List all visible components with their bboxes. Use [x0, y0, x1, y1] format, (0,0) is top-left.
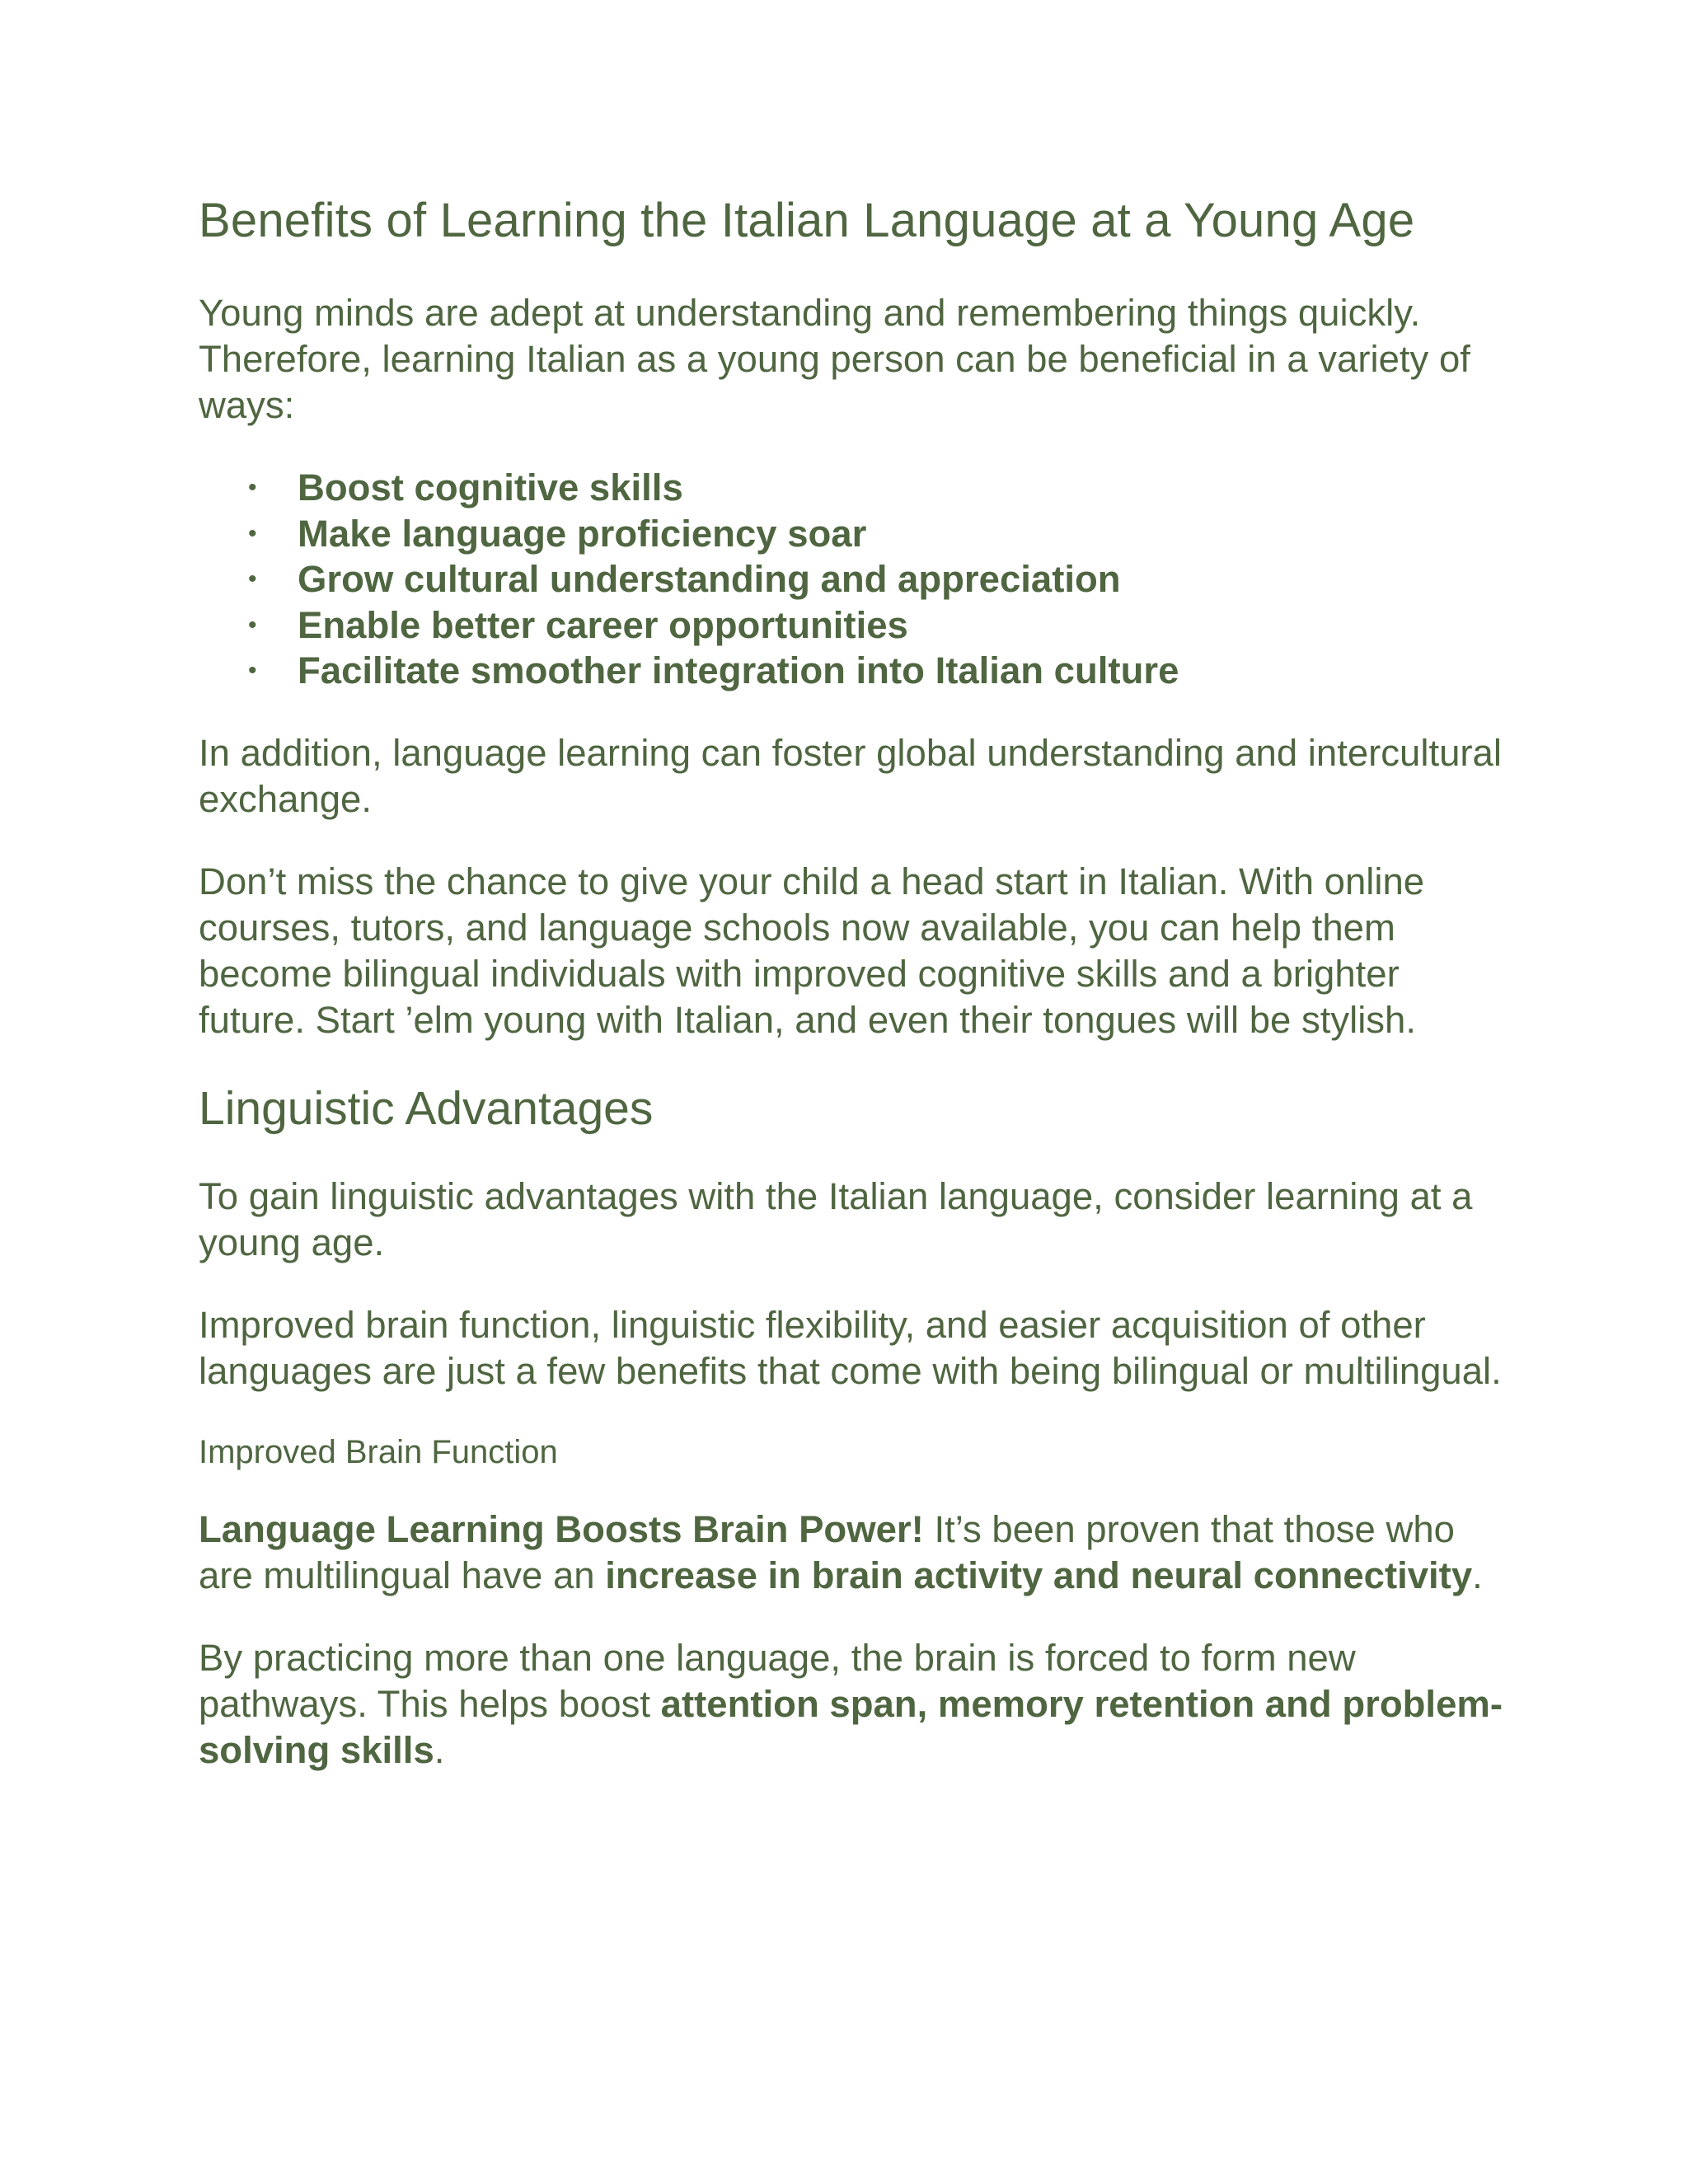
bullet-icon: • — [248, 657, 257, 684]
list-item: • Make language proficiency soar — [298, 511, 1509, 557]
bullet-icon: • — [248, 519, 257, 547]
sub-heading: Improved Brain Function — [199, 1433, 558, 1470]
improved-paragraph: Improved brain function, linguistic flexibility, and easier acquisition of other languages are just a few benefits that come with being bilingual or multilingual. — [199, 1303, 1502, 1392]
list-item: • Boost cognitive skills — [298, 465, 1509, 511]
benefits-list — [199, 465, 1509, 694]
bullet-icon: • — [248, 611, 257, 639]
bold-lead: Language Learning Boosts Brain Power! — [199, 1507, 924, 1550]
bullet-icon: • — [248, 565, 257, 593]
practice-paragraph: By practicing more than one language, the brain is forced to form new pathways. This helps boost attention span, memory retention and problem-solving skills. — [199, 1636, 1503, 1771]
document-page — [199, 191, 1509, 1810]
section-heading: Linguistic Advantages — [199, 1081, 654, 1135]
brain-power-paragraph: Language Learning Boosts Brain Power! It’s been proven that those who are multilingual have an increase in brain activity and neural connectivity. — [199, 1507, 1483, 1596]
list-item: • Grow cultural understanding and appreciation — [298, 556, 1509, 602]
bold-phrase: attention span, memory retention and problem-solving skills — [199, 1682, 1503, 1771]
chance-paragraph: Don’t miss the chance to give your child a head start in Italian. With online courses, tutors, and language schools now available, you can help them become bilingual individuals with improved cognitive skills and a brighter future. Start ’elm young with Italian, and even their tongues will be stylish. — [199, 860, 1425, 1041]
bold-phrase: increase in brain activity and neural connectivity — [605, 1554, 1473, 1596]
list-item: • Facilitate smoother integration into Italian culture — [298, 648, 1509, 694]
bullet-icon: • — [248, 474, 257, 501]
gain-paragraph: To gain linguistic advantages with the Italian language, consider learning at a young age. — [199, 1174, 1473, 1263]
addition-paragraph: In addition, language learning can foster global understanding and intercultural exchange. — [199, 731, 1502, 820]
intro-paragraph: Young minds are adept at understanding and remembering things quickly. Therefore, learning Italian as a young person can be beneficial in a variety of ways: — [199, 292, 1470, 426]
list-item: • Enable better career opportunities — [298, 602, 1509, 649]
document-title: Benefits of Learning the Italian Language at a Young Age — [199, 194, 1415, 247]
